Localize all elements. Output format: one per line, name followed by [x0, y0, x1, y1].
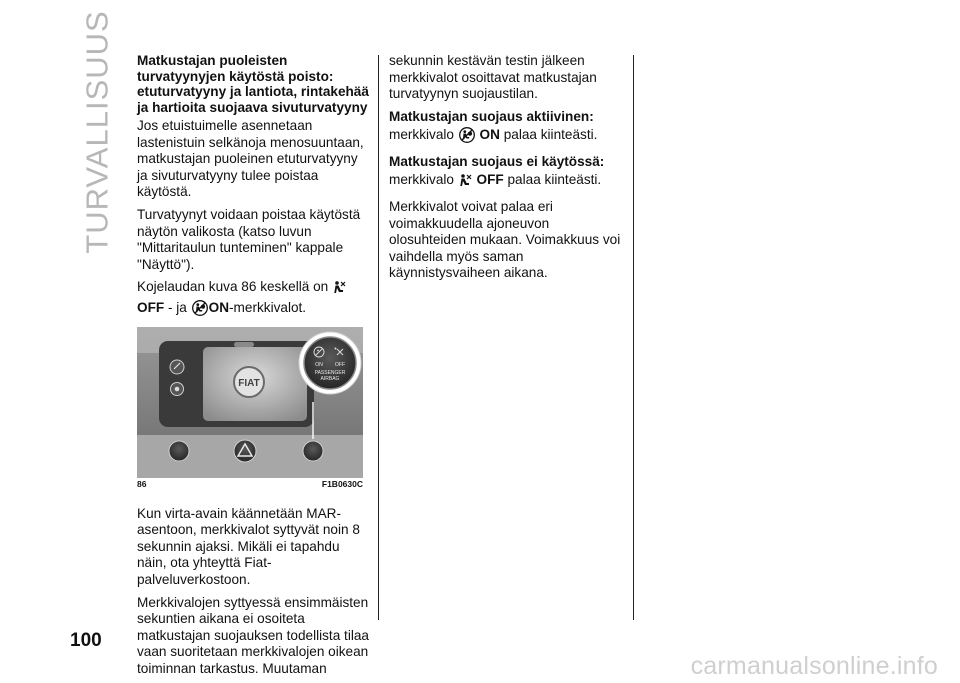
heading-protection-active: Matkustajan suojaus aktiivinen:: [389, 108, 594, 124]
paragraph-intensity: Merkkivalot voivat palaa eri voimakkuudella ajoneuvon olosuhteiden mukaan. Voimakkuus voi vaihdella myös saman käynnistysvaiheen aikana.: [389, 198, 621, 281]
paragraph-test-note: Merkkivalojen syttyessä ensimmäisten sekuntien aikana ei osoiteta matkustajan suojauksen todellista tilaa vaan suoritetaan merkkivalojen oikean toiminnan tarkastus. Muutaman: [137, 594, 369, 676]
page-number: 100: [70, 630, 102, 651]
airbag-off-icon: [332, 280, 347, 300]
svg-text:ON: ON: [315, 361, 323, 368]
svg-text:OFF: OFF: [334, 361, 346, 368]
figure-number: 86: [137, 478, 147, 489]
svg-text:AIRBAG: AIRBAG: [320, 375, 340, 382]
column-2: [389, 53, 629, 288]
svg-text:FIAT: FIAT: [238, 377, 260, 389]
airbag-on-icon: [458, 127, 476, 148]
column-1: [137, 53, 369, 683]
paragraph-child-seat: Jos etuistuimelle asennetaan lastenistuin selkänoja menosuuntaan, matkustajan puoleinen etuturvatyyny ja sivuturvatyyny tulee poistaa käytöstä.: [137, 118, 364, 200]
svg-text:PASSENGER: PASSENGER: [314, 369, 346, 376]
figure-caption: [137, 478, 363, 490]
heading-protection-inactive: Matkustajan suojaus ei käytössä:: [389, 153, 605, 169]
paragraph-ignition-test: Kun virta-avain käännetään MAR-asentoon, merkkivalot syttyvät noin 8 sekunnin ajaksi. Mikäli ei tapahdu näin, ota yhteyttä Fiat-palveluverkostoon.: [137, 505, 360, 587]
paragraph-protection-inactive: merkkivalo OFF palaa kiinteästi.: [389, 172, 629, 193]
dashboard-illustration: [137, 327, 363, 478]
section-title: TURVALLISUUS: [80, 10, 115, 254]
watermark: carmanualsonline.info: [690, 652, 938, 680]
paragraph-warning-lights: Kojelaudan kuva 86 keskellä on OFF - ja ON-merkkivalot.: [137, 279, 369, 320]
column-divider-right: [633, 55, 634, 620]
figure-dashboard: [137, 327, 363, 490]
paragraph-protection-active: merkkivalo ON palaa kiinteästi.: [389, 127, 629, 148]
heading-passenger-airbag-deactivation: Matkustajan puoleisten turvatyynyjen käytöstä poisto: etuturvatyyny ja lantiota, rintakehää ja hartioita suojaava sivuturvatyyny: [137, 53, 369, 115]
paragraph-display-menu: Turvatyynyt voidaan poistaa käytöstä näytön valikosta (katso luvun "Mittaritaulun tunteminen" kappale "Näyttö").: [137, 206, 361, 272]
airbag-off-icon: [458, 173, 473, 193]
paragraph-test-continued: sekunnin kestävän testin jälkeen merkkivalot osoittavat matkustajan turvatyynyn suojaustilan.: [389, 53, 597, 102]
airbag-on-icon: [191, 300, 209, 321]
column-divider-left: [378, 55, 379, 620]
figure-code: F1B0630C: [321, 478, 363, 489]
